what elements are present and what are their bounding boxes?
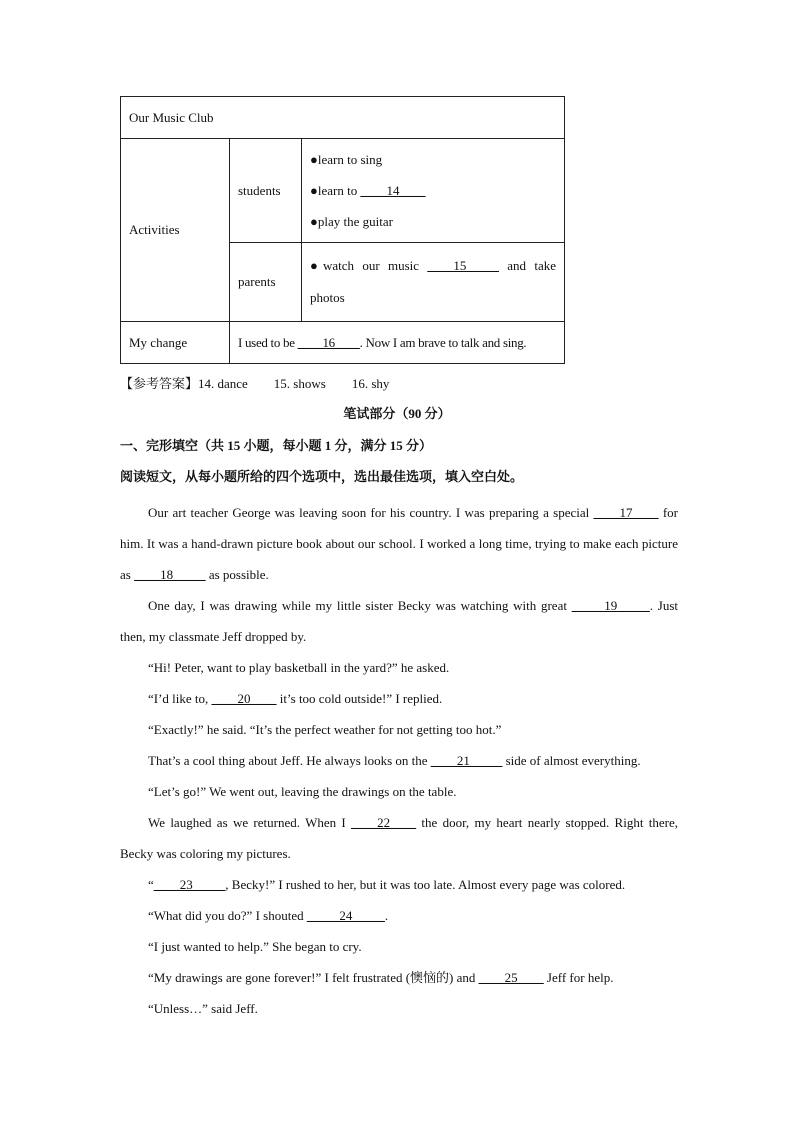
- blank-22: ____22____: [351, 815, 417, 830]
- paragraph: “I’d like to, ____20____ it’s too cold outside!” I replied.: [148, 691, 443, 706]
- students-activities: [302, 139, 565, 243]
- parents-activities: ●watch our music ____15_____ and take photos: [302, 243, 565, 322]
- blank-23: ____23_____: [153, 877, 226, 892]
- blank-19: _____19_____: [571, 598, 650, 613]
- parents-label: parents: [230, 243, 302, 322]
- change-text: I used to be ____16____. Now I am brave to talk and sing.: [230, 322, 565, 364]
- blank-25: ____25____: [478, 970, 544, 985]
- paragraph: “Exactly!” he said. “It’s the perfect weather for not getting too hot.”: [148, 722, 502, 737]
- change-label: My change: [121, 322, 230, 364]
- paragraph: “My drawings are gone forever!” I felt frustrated (懊恼的) and ____25____ Jeff for help.: [148, 970, 614, 985]
- blank-16: ____16____: [297, 334, 360, 350]
- paragraph: That’s a cool thing about Jeff. He always looks on the ____21_____ side of almost everything.: [148, 753, 641, 768]
- blank-15: ____15_____: [427, 258, 499, 273]
- list-item: ●learn to sing: [310, 152, 383, 167]
- section-title: 笔试部分（90 分）: [343, 406, 451, 421]
- paragraph: “____23_____, Becky!” I rushed to her, but it was too late. Almost every page was colored.: [148, 877, 626, 892]
- blank-20: ____20____: [211, 691, 277, 706]
- blank-18: ____18_____: [134, 567, 206, 582]
- paragraph: We laughed as we returned. When I ____22____ the door, my heart nearly stopped. Right there, Becky was coloring my pictures.: [120, 815, 678, 861]
- paragraph: “Hi! Peter, want to play basketball in the yard?” he asked.: [148, 660, 450, 675]
- list-item: ●play the guitar: [310, 214, 393, 229]
- blank-17: ____17____: [593, 505, 659, 520]
- music-club-table: [120, 96, 565, 364]
- list-item: ●learn to ____14____: [310, 183, 426, 198]
- paragraph: One day, I was drawing while my little sister Becky was watching with great _____19_____. Just then, my classmate Jeff dropped by.: [120, 598, 679, 644]
- instruction: 阅读短文，从每小题所给的四个选项中，选出最佳选项，填入空白处。: [120, 469, 524, 484]
- paragraph: “I just wanted to help.” She began to cry.: [148, 939, 362, 954]
- paragraph: Our art teacher George was leaving soon for his country. I was preparing a special ____17____ for him. It was a hand-drawn picture book about our school. I worked a long time, trying to make each picture as ____18_____ as possible.: [120, 505, 678, 582]
- paragraph: “What did you do?” I shouted _____24_____.: [148, 908, 389, 923]
- part-heading: 一、完形填空（共 15 小题，每小题 1 分，满分 15 分）: [120, 438, 433, 453]
- paragraph: “Let’s go!” We went out, leaving the drawings on the table.: [148, 784, 457, 799]
- blank-21: ____21_____: [430, 753, 503, 768]
- students-label: students: [230, 139, 302, 243]
- blank-14: ____14____: [360, 183, 426, 198]
- activities-label: Activities: [121, 139, 230, 322]
- cloze-passage: [120, 497, 678, 1024]
- answer-key: 【参考答案】14. dance 15. shows 16. shy: [120, 376, 390, 391]
- paragraph: “Unless…” said Jeff.: [148, 1001, 258, 1016]
- table-title: Our Music Club: [121, 97, 565, 139]
- blank-24: _____24_____: [306, 908, 385, 923]
